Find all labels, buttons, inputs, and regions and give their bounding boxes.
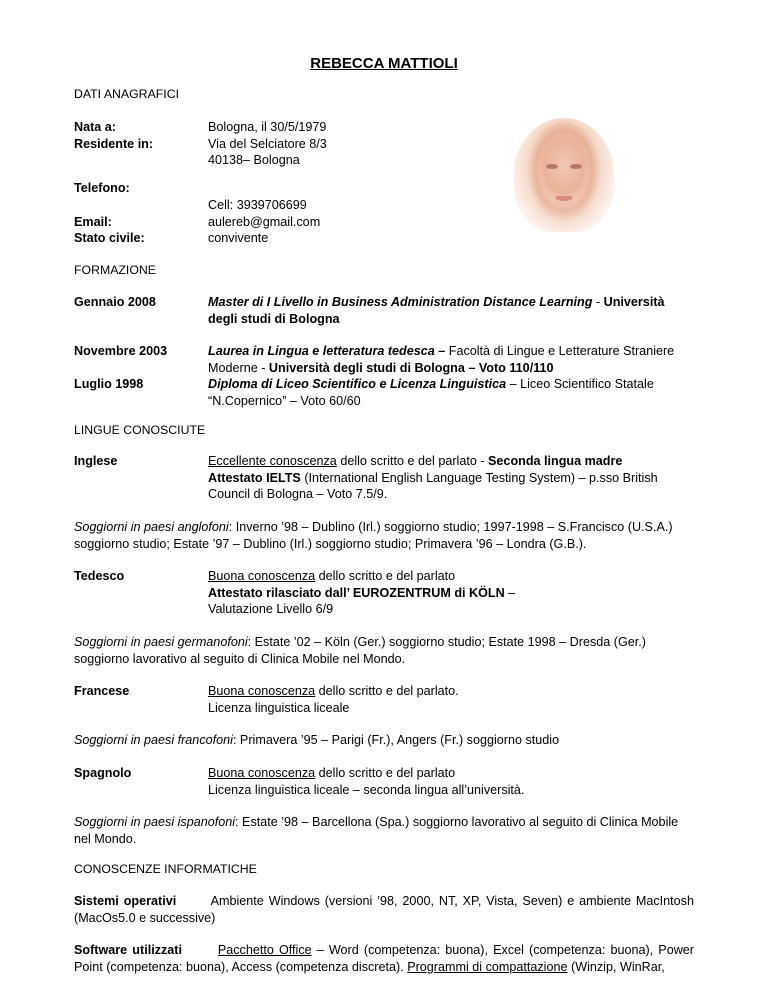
english-level: Eccellente conoscenza [208, 454, 337, 468]
edu-rest-2: Facoltà di Lingue e Letterature Straniere Moderne - [208, 344, 675, 375]
french-stays-label: Soggiorni in paesi francofoni [74, 733, 233, 747]
german-stays-label: Soggiorni in paesi germanofoni [74, 635, 248, 649]
language-english-detail [208, 453, 678, 503]
software-compress: Programmi di compattazione [407, 959, 568, 974]
german-cert-line2: Valutazione Livello 6/9 [208, 602, 334, 616]
edu-item-1 [208, 294, 694, 327]
operating-systems [74, 893, 694, 926]
language-spanish-detail [208, 765, 694, 798]
german-level: Buona conoscenza [208, 569, 316, 583]
edu-title-3: Diploma di Liceo Scientifico e Licenza Linguistica [208, 377, 507, 391]
german-cert-rest: – [504, 585, 516, 600]
german-stays-text: : Estate ’02 – Köln (Ger.) soggiorno studio; Estate 1998 – Dresda (Ger.) soggiorno lavorativo al seguito di Clinica Mobile nel Mondo. [74, 635, 646, 666]
address-line-2: 40138– Bologna [208, 153, 300, 167]
section-heading-anagrafici: DATI ANAGRAFICI [74, 87, 179, 101]
language-spanish-label: Spagnolo [74, 766, 132, 780]
software-label: Software utilizzati [74, 943, 182, 957]
spanish-line2: Licenza linguistica liceale – seconda lingua all’università. [208, 782, 525, 797]
software-office: Pacchetto Office [217, 943, 312, 957]
spanish-stays [74, 814, 694, 847]
section-heading-formazione: FORMAZIONE [74, 263, 156, 277]
german-cert: Attestato rilasciato dall’ EUROZENTRUM di KÖLN [208, 585, 505, 600]
marital-status-label: Stato civile: [74, 231, 145, 245]
section-heading-informatica: CONOSCENZE INFORMATICHE [74, 862, 257, 876]
english-cert-rest: (International English Language Testing System) – p.sso British Council di Bologna – Voto 7.5/9. [208, 470, 658, 501]
portrait-photo [514, 118, 614, 232]
edu-inst-2: Università degli studi di Bologna – Voto 110/110 [268, 360, 554, 375]
english-level-rest: dello scritto e del parlato - [336, 454, 489, 468]
email-value: aulereb@gmail.com [208, 215, 321, 229]
english-stays [74, 519, 694, 552]
residence-label: Residente in: [74, 137, 154, 151]
portrait-eye-right [570, 164, 582, 169]
language-french-detail [208, 683, 694, 716]
section-heading-lingue: LINGUE CONOSCIUTE [74, 423, 206, 437]
french-stays [74, 732, 694, 749]
edu-item-2 [208, 343, 694, 376]
software-used [74, 942, 694, 976]
address-line-1: Via del Selciatore 8/3 [208, 137, 327, 151]
birth-value: Bologna, il 30/5/1979 [208, 120, 327, 134]
portrait-eye-left [546, 164, 558, 169]
os-text: Ambiente Windows (versioni ’98, 2000, NT, XP, Vista, Seven) e ambiente MacIntosh (MacOs5.0 e successive) [74, 894, 694, 925]
spanish-stays-label: Soggiorni in paesi ispanofoni [74, 815, 236, 829]
french-line2: Licenza linguistica liceale [208, 700, 350, 715]
german-level-rest: dello scritto e del parlato [315, 569, 456, 583]
spanish-stays-text: : Estate ’98 – Barcellona (Spa.) soggiorno lavorativo al seguito di Clinica Mobile nel Mondo. [74, 815, 679, 846]
software-text: – Word (competenza: buona), Excel (competenza: buona), Power Point (competenza: buona), Access (competenza discreta). [74, 943, 694, 974]
edu-rest-3: – Liceo Scientifico Statale “N.Copernico” – Voto 60/60 [208, 377, 654, 408]
edu-item-3 [208, 376, 694, 409]
french-stays-text: : Primavera ’95 – Parigi (Fr.), Angers (Fr.) soggiorno studio [232, 733, 560, 747]
language-german-detail [208, 568, 694, 618]
language-english-label: Inglese [74, 454, 118, 468]
english-cert: Attestato IELTS [208, 470, 301, 485]
phone-label: Telefono: [74, 181, 130, 195]
marital-status-value: convivente [208, 231, 269, 245]
portrait-hair [522, 122, 606, 230]
edu-date-3: Luglio 1998 [74, 377, 144, 391]
portrait-mouth [556, 196, 572, 201]
software-text2: (Winzip, WinRar, [567, 959, 665, 974]
email-label: Email: [74, 215, 112, 229]
cv-title: REBECCA MATTIOLI [310, 55, 458, 72]
german-stays [74, 634, 694, 667]
edu-date-1: Gennaio 2008 [74, 295, 156, 309]
language-german-label: Tedesco [74, 569, 125, 583]
birth-label: Nata a: [74, 120, 116, 134]
english-level-bold: Seconda lingua madre [488, 454, 623, 468]
os-label: Sistemi operativi [74, 894, 177, 908]
edu-inst-1: Università degli studi di Bologna [208, 295, 665, 326]
language-french-label: Francese [74, 684, 130, 698]
french-level: Buona conoscenza [208, 684, 316, 698]
edu-sep-1: - [592, 295, 604, 309]
spanish-level: Buona conoscenza [208, 766, 316, 780]
edu-title-1: Master di I Livello in Business Administration Distance Learning [208, 295, 593, 309]
french-level-rest: dello scritto e del parlato. [315, 684, 459, 698]
english-stays-label: Soggiorni in paesi anglofoni [74, 520, 229, 534]
spanish-level-rest: dello scritto e del parlato [315, 766, 456, 780]
edu-date-2: Novembre 2003 [74, 344, 168, 358]
cell-value: Cell: 3939706699 [208, 198, 307, 212]
edu-title-2: Laurea in Lingua e letteratura tedesca – [208, 344, 446, 358]
english-stays-text: : Inverno ’98 – Dublino (Irl.) soggiorno studio; 1997-1998 – S.Francisco (U.S.A.) soggiorno studio; Estate ’97 – Dublino (Irl.) soggiorno studio; Primavera ’96 – Londra (G.B.). [74, 520, 673, 551]
